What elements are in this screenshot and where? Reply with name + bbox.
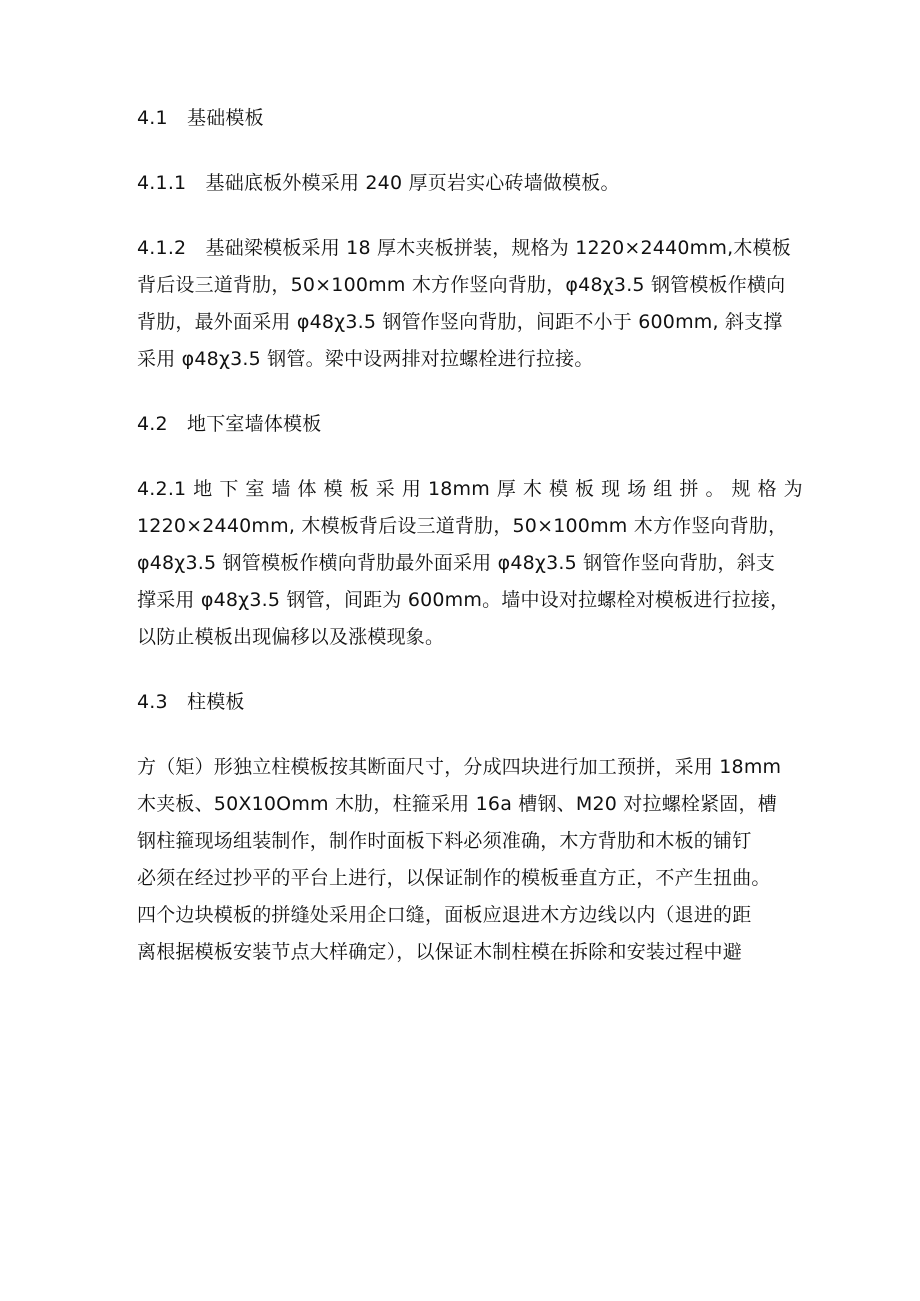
word: 室 xyxy=(245,478,265,500)
word: 厚 xyxy=(496,478,517,500)
word: 现 xyxy=(601,478,621,500)
heading-text: 4.1 基础模板 xyxy=(137,107,264,129)
text-line: 4.1.1 基础底板外模采用 240 厚页岩实心砖墙做模板。 xyxy=(137,172,620,194)
text-line: 必须在经过抄平的平台上进行，以保证制作的模板垂直方正，不产生扭曲。 xyxy=(137,867,771,889)
document-page xyxy=(137,100,803,971)
word: 场 xyxy=(627,478,647,500)
word: 模 xyxy=(548,478,569,500)
section-4-2-heading xyxy=(137,406,803,443)
text-line: φ48χ3.5 钢管模板作横向背肋最外面采用 φ48χ3.5 钢管作竖向背肋，斜支 xyxy=(137,552,776,574)
word: 格 xyxy=(757,478,777,500)
word: 地 xyxy=(193,478,213,500)
text-line: 四个边块模板的拼缝处采用企口缝，面板应退进木方边线以内（退进的距 xyxy=(137,904,752,926)
heading-text: 4.2 地下室墙体模板 xyxy=(137,413,322,435)
text-line: 背肋，最外面采用 φ48χ3.5 钢管作竖向背肋，间距不小于 600mm, 斜支撑 xyxy=(137,311,783,333)
word: 下 xyxy=(219,478,239,500)
paragraph-4-2-1 xyxy=(137,471,803,656)
text-line: 1220×2440mm, 木模板背后设三道背肋，50×100mm 木方作竖向背肋， xyxy=(137,515,788,537)
word: 拼 xyxy=(679,478,699,500)
word: 4.2.1 xyxy=(137,478,187,500)
paragraph-4-3 xyxy=(137,749,803,971)
word: 。 xyxy=(705,478,725,500)
word: 木 xyxy=(522,478,543,500)
word: 用 xyxy=(401,478,422,500)
text-line: 背后设三道背肋，50×100mm 木方作竖向背肋，φ48χ3.5 钢管模板作横向 xyxy=(137,274,786,296)
text-line: 撑采用 φ48χ3.5 钢管，间距为 600mm。墙中设对拉螺栓对模板进行拉接， xyxy=(137,589,790,611)
word: 体 xyxy=(297,478,317,500)
word: 18mm xyxy=(427,478,490,500)
text-line: 方（矩）形独立柱模板按其断面尺寸，分成四块进行加工预拼，采用 18mm xyxy=(137,756,782,778)
word: 墙 xyxy=(271,478,291,500)
word: 板 xyxy=(349,478,369,500)
word: 组 xyxy=(653,478,673,500)
text-line: 以防止模板出现偏移以及涨模现象。 xyxy=(137,626,445,648)
word: 规 xyxy=(731,478,751,500)
text-line: 采用 φ48χ3.5 钢管。梁中设两排对拉螺栓进行拉接。 xyxy=(137,348,594,370)
section-4-1-heading xyxy=(137,100,803,137)
text-line: 木夹板、50X10Omm 木肋，柱箍采用 16a 槽钢、M20 对拉螺栓紧固，槽 xyxy=(137,793,777,815)
text-line: 离根据模板安装节点大样确定），以保证木制柱模在拆除和安装过程中避 xyxy=(137,941,742,963)
heading-text: 4.3 柱模板 xyxy=(137,691,245,713)
text-line: 4.1.2 基础梁模板采用 18 厚木夹板拼装，规格为 1220×2440mm,木模板 xyxy=(137,237,791,259)
section-4-3-heading xyxy=(137,684,803,721)
text-line: 钢柱箍现场组装制作，制作时面板下料必须准确，木方背肋和木板的铺钉 xyxy=(137,830,752,852)
word: 为 xyxy=(783,478,803,500)
justified-line xyxy=(137,471,803,508)
word: 采 xyxy=(375,478,395,500)
paragraph-4-1-1 xyxy=(137,165,803,202)
paragraph-4-1-2 xyxy=(137,230,803,378)
word: 模 xyxy=(323,478,343,500)
word: 板 xyxy=(575,478,595,500)
